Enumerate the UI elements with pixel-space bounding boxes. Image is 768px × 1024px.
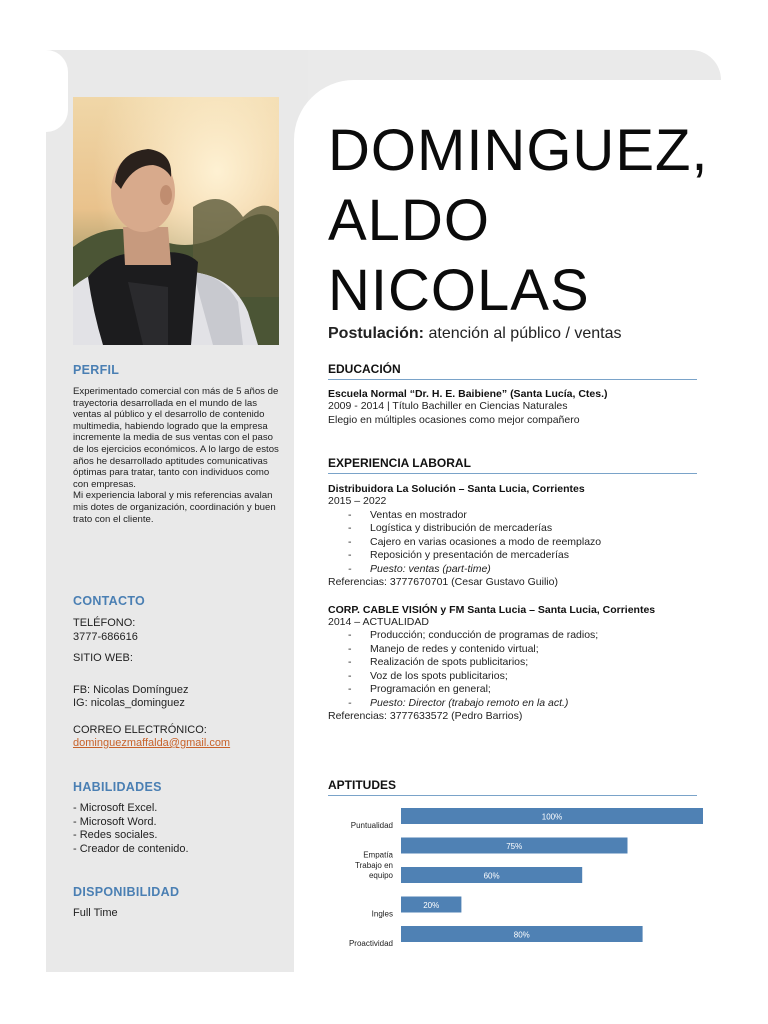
perfil-section xyxy=(73,363,285,525)
education-school: Escuela Normal “Dr. H. E. Baibiene” (Santa Lucía, Ctes.) xyxy=(328,388,608,400)
perfil-text: Experimentado comercial con más de 5 años de trayectoria desarrollada en el mundo de las ventas al público y el desarrollo de contenido multimedia, habiendo logrado que la empresa incremente la media de sus ventas con el paso de los ejercicios económicos. A lo largo de estos años he desarrollado aptitudes comunicativas óptimas para tratar, tanto con individuos como con empresas. xyxy=(73,386,279,490)
job-task: - Reposición y presentación de mercaderías xyxy=(328,549,697,563)
facebook-value: FB: Nicolas Domínguez xyxy=(73,683,189,696)
aptitudes-section xyxy=(328,778,697,796)
job-task: - Voz de los spots publicitarios; xyxy=(328,670,697,684)
job-task: - Ventas en mostrador xyxy=(328,509,697,523)
perfil-text-2: Mi experiencia laboral y mis referencias avalan mis dotes de organización, coordinación y buen trato con el cliente. xyxy=(73,490,276,525)
education-degree: 2009 - 2014 | Título Bachiller en Ciencias Naturales xyxy=(328,400,568,412)
bar-value-label: 20% xyxy=(423,901,440,910)
job-task: - Cajero en varias ocasiones a modo de reemplazo xyxy=(328,536,697,550)
contacto-section xyxy=(73,594,285,751)
educacion-section xyxy=(328,362,697,427)
skill-item: - Microsoft Word. xyxy=(73,815,157,828)
email-link[interactable]: dominguezmaffalda@gmail.com xyxy=(73,737,231,749)
job-task-list xyxy=(328,629,697,710)
category-label: Ingles xyxy=(371,909,393,919)
educacion-heading: EDUCACIÓN xyxy=(328,362,697,380)
job-entry xyxy=(328,483,697,590)
job-entry xyxy=(328,604,697,724)
job-period: 2014 – ACTUALIDAD xyxy=(328,615,429,628)
job-task: - Programación en general; xyxy=(328,683,697,697)
name-line-3: NICOLAS xyxy=(328,258,590,323)
aptitudes-heading: APTITUDES xyxy=(328,778,697,796)
profile-photo xyxy=(73,97,279,345)
skill-item: - Microsoft Excel. xyxy=(73,802,158,814)
profile-photo-illustration xyxy=(73,97,279,345)
job-reference: Referencias: 3777670701 (Cesar Gustavo Guilio) xyxy=(328,576,558,588)
telefono-value: 3777-686616 xyxy=(73,630,138,643)
postulacion xyxy=(328,325,621,343)
perfil-heading: PERFIL xyxy=(73,363,120,377)
sidebar-tip-shape xyxy=(46,50,68,132)
job-position: - Puesto: Director (trabajo remoto en la act.) xyxy=(328,697,697,711)
name-line-2: ALDO xyxy=(328,188,490,253)
telefono-label: TELÉFONO: xyxy=(73,617,136,629)
job-position: - Puesto: ventas (part-time) xyxy=(328,563,697,577)
experiencia-heading: EXPERIENCIA LABORAL xyxy=(328,456,697,474)
experiencia-section xyxy=(328,456,697,724)
habilidades-heading: HABILIDADES xyxy=(73,780,162,794)
disponibilidad-heading: DISPONIBILIDAD xyxy=(73,885,180,899)
category-label xyxy=(355,861,393,880)
job-title: Distribuidora La Solución – Santa Lucia, Corrientes xyxy=(328,483,585,495)
skill-item: - Creador de contenido. xyxy=(73,842,189,855)
sitio-web-label: SITIO WEB: xyxy=(73,652,133,664)
category-label-line: Trabajo en xyxy=(355,861,393,870)
disponibilidad-value: Full Time xyxy=(73,907,118,919)
bar-value-label: 100% xyxy=(541,812,563,822)
category-label: Proactividad xyxy=(348,939,393,948)
job-task: - Manejo de redes y contenido virtual; xyxy=(328,643,697,657)
job-title: CORP. CABLE VISIÓN y FM Santa Lucia – Santa Lucia, Corrientes xyxy=(328,603,656,616)
job-reference: Referencias: 3777633572 (Pedro Barrios) xyxy=(328,710,523,722)
habilidades-section xyxy=(73,780,285,856)
postulacion-label: Postulación: xyxy=(328,325,425,342)
job-task: - Producción; conducción de programas de radios; xyxy=(328,629,697,643)
skill-item: - Redes sociales. xyxy=(73,829,158,841)
category-label-line: equipo xyxy=(368,871,393,880)
bar-value-label: 75% xyxy=(506,842,523,851)
education-note: Elegio en múltiples ocasiones como mejor compañero xyxy=(328,413,580,426)
disponibilidad-section xyxy=(73,885,285,921)
job-task-list xyxy=(328,509,697,577)
postulacion-value: atención al público / ventas xyxy=(428,325,622,342)
category-label: Empatía xyxy=(363,850,393,860)
job-task: - Realización de spots publicitarios; xyxy=(328,656,697,670)
bar-value-label: 80% xyxy=(513,930,530,940)
name-line-1: DOMINGUEZ, xyxy=(328,118,709,183)
category-label: Puntualidad xyxy=(350,821,393,830)
bar-value-label: 60% xyxy=(483,871,500,881)
contacto-heading: CONTACTO xyxy=(73,594,146,608)
instagram-value: IG: nicolas_dominguez xyxy=(73,697,185,709)
job-period: 2015 – 2022 xyxy=(328,495,387,507)
aptitudes-chart xyxy=(320,800,720,960)
correo-label: CORREO ELECTRÓNICO: xyxy=(73,723,207,736)
job-task: - Logística y distribución de mercaderías xyxy=(328,522,697,536)
